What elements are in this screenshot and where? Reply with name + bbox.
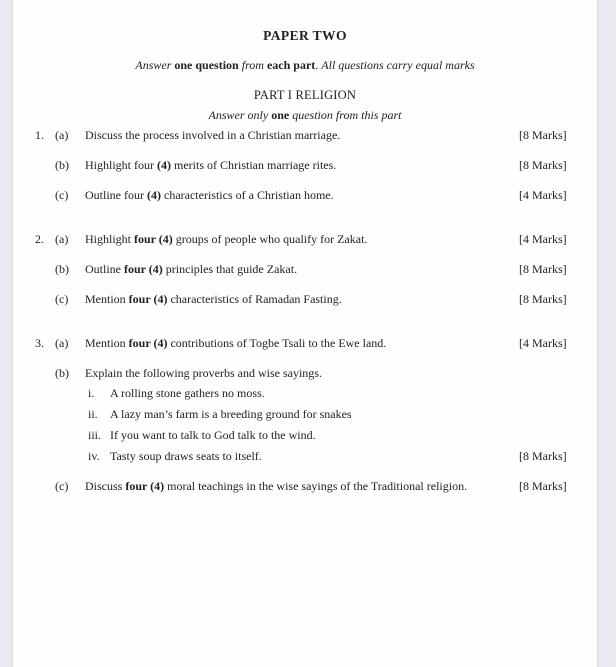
marks-label: [8 Marks] (519, 449, 567, 463)
question-1-part-c (12, 187, 598, 203)
question-2-part-b (12, 261, 598, 277)
photo-margin-right (597, 0, 616, 667)
marks-label: [8 Marks] (519, 292, 567, 306)
question-3-part-c (12, 478, 598, 494)
part-title: PART I RELIGION (253, 88, 357, 102)
question-3-subitem-iv (12, 448, 598, 464)
text-segment: contributions of Togbe Tsali to the Ewe land. (167, 336, 387, 350)
question-number: 3. (35, 336, 44, 350)
part-label: (b) (55, 366, 69, 380)
subitem-body: If you want to talk to God talk to the wind. (110, 428, 316, 442)
text-segment: moral teachings in the wise sayings of the Traditional religion. (164, 479, 468, 493)
part-label: (c) (55, 292, 69, 306)
question-list (12, 127, 598, 494)
question-3-part-a (12, 335, 598, 351)
subitem-label: iii. (88, 428, 102, 442)
text-segment: four (4) (128, 336, 168, 350)
question-text (85, 261, 519, 277)
part-label: (a) (55, 336, 69, 350)
part-label: (c) (55, 188, 69, 202)
question-text (85, 157, 519, 173)
subitem-label: i. (88, 386, 95, 400)
subitem-text (85, 406, 519, 422)
subitem-label: iv. (88, 449, 100, 463)
subitem-text (85, 427, 519, 443)
text-segment: (4) (157, 158, 171, 172)
question-number: 2. (35, 232, 44, 246)
subitem-body: A lazy man’s farm is a breeding ground for snakes (110, 407, 352, 421)
text-segment: Outline (85, 262, 124, 276)
exam-paper-page (12, 0, 598, 667)
question-3-subitem-i (12, 385, 598, 401)
marks-label: [8 Marks] (519, 479, 567, 493)
text-segment: characteristics of Ramadan Fasting. (167, 292, 342, 306)
subitem-label: ii. (88, 407, 98, 421)
text-segment: groups of people who qualify for Zakat. (172, 232, 368, 246)
text-segment: one (271, 108, 290, 122)
question-2-part-a (12, 231, 598, 247)
text-segment: principles that guide Zakat. (162, 262, 298, 276)
marks-label: [4 Marks] (519, 232, 567, 246)
question-text (85, 127, 519, 143)
question-text (85, 187, 519, 203)
question-1-part-a (12, 127, 598, 143)
part-label: (b) (55, 158, 69, 172)
subitem-text (85, 385, 519, 401)
question-text (85, 291, 519, 307)
text-segment: four (4) (124, 262, 163, 276)
text-segment: four (4) (128, 292, 168, 306)
photo-margin-left (0, 0, 13, 667)
marks-label: [8 Marks] (519, 158, 567, 172)
question-text (85, 335, 519, 351)
text-segment: Mention (85, 292, 129, 306)
subitem-body: A rolling stone gathers no moss. (110, 386, 265, 400)
part-instructions (12, 107, 598, 123)
text-segment: from (241, 58, 264, 72)
part-label: (b) (55, 262, 69, 276)
text-segment: Explain the following proverbs and wise sayings. (85, 366, 322, 380)
question-1-part-b (12, 157, 598, 173)
question-text (85, 365, 519, 381)
text-segment: four (4) (134, 232, 173, 246)
text-segment: Highlight (85, 232, 135, 246)
text-segment: Highlight four (85, 158, 157, 172)
part-label: (c) (55, 479, 69, 493)
text-segment: Answer (135, 58, 175, 72)
part-label: (a) (55, 128, 69, 142)
text-segment: Mention (85, 336, 129, 350)
text-segment: (4) (147, 188, 161, 202)
question-2-part-c (12, 291, 598, 307)
subitem-body: Tasty soup draws seats to itself. (110, 449, 262, 463)
marks-label: [4 Marks] (519, 336, 567, 350)
part-label: (a) (55, 232, 69, 246)
text-segment: All questions carry equal marks (321, 58, 475, 72)
text-segment: one question (174, 58, 239, 72)
paper-instructions (12, 57, 598, 73)
question-3-subitem-iii (12, 427, 598, 443)
text-segment: each part (266, 58, 316, 72)
paper-title: PAPER TWO (263, 28, 347, 43)
text-segment: merits of Christian marriage rites. (171, 158, 337, 172)
question-text (85, 478, 519, 494)
marks-label: [8 Marks] (519, 128, 567, 142)
text-segment: Answer only (208, 108, 272, 122)
question-text (85, 231, 519, 247)
marks-label: [4 Marks] (519, 188, 567, 202)
marks-label: [8 Marks] (519, 262, 567, 276)
text-segment: four (4) (125, 479, 165, 493)
question-3-part-b (12, 365, 598, 381)
text-segment: Outline four (85, 188, 147, 202)
subitem-text (85, 448, 519, 464)
text-segment: Discuss the process involved in a Christian marriage. (85, 128, 341, 142)
text-segment: Discuss (85, 479, 126, 493)
text-segment: . (315, 58, 322, 72)
text-segment: question from this part (289, 108, 402, 122)
question-3-subitem-ii (12, 406, 598, 422)
question-number: 1. (35, 128, 44, 142)
text-segment: characteristics of a Christian home. (161, 188, 334, 202)
